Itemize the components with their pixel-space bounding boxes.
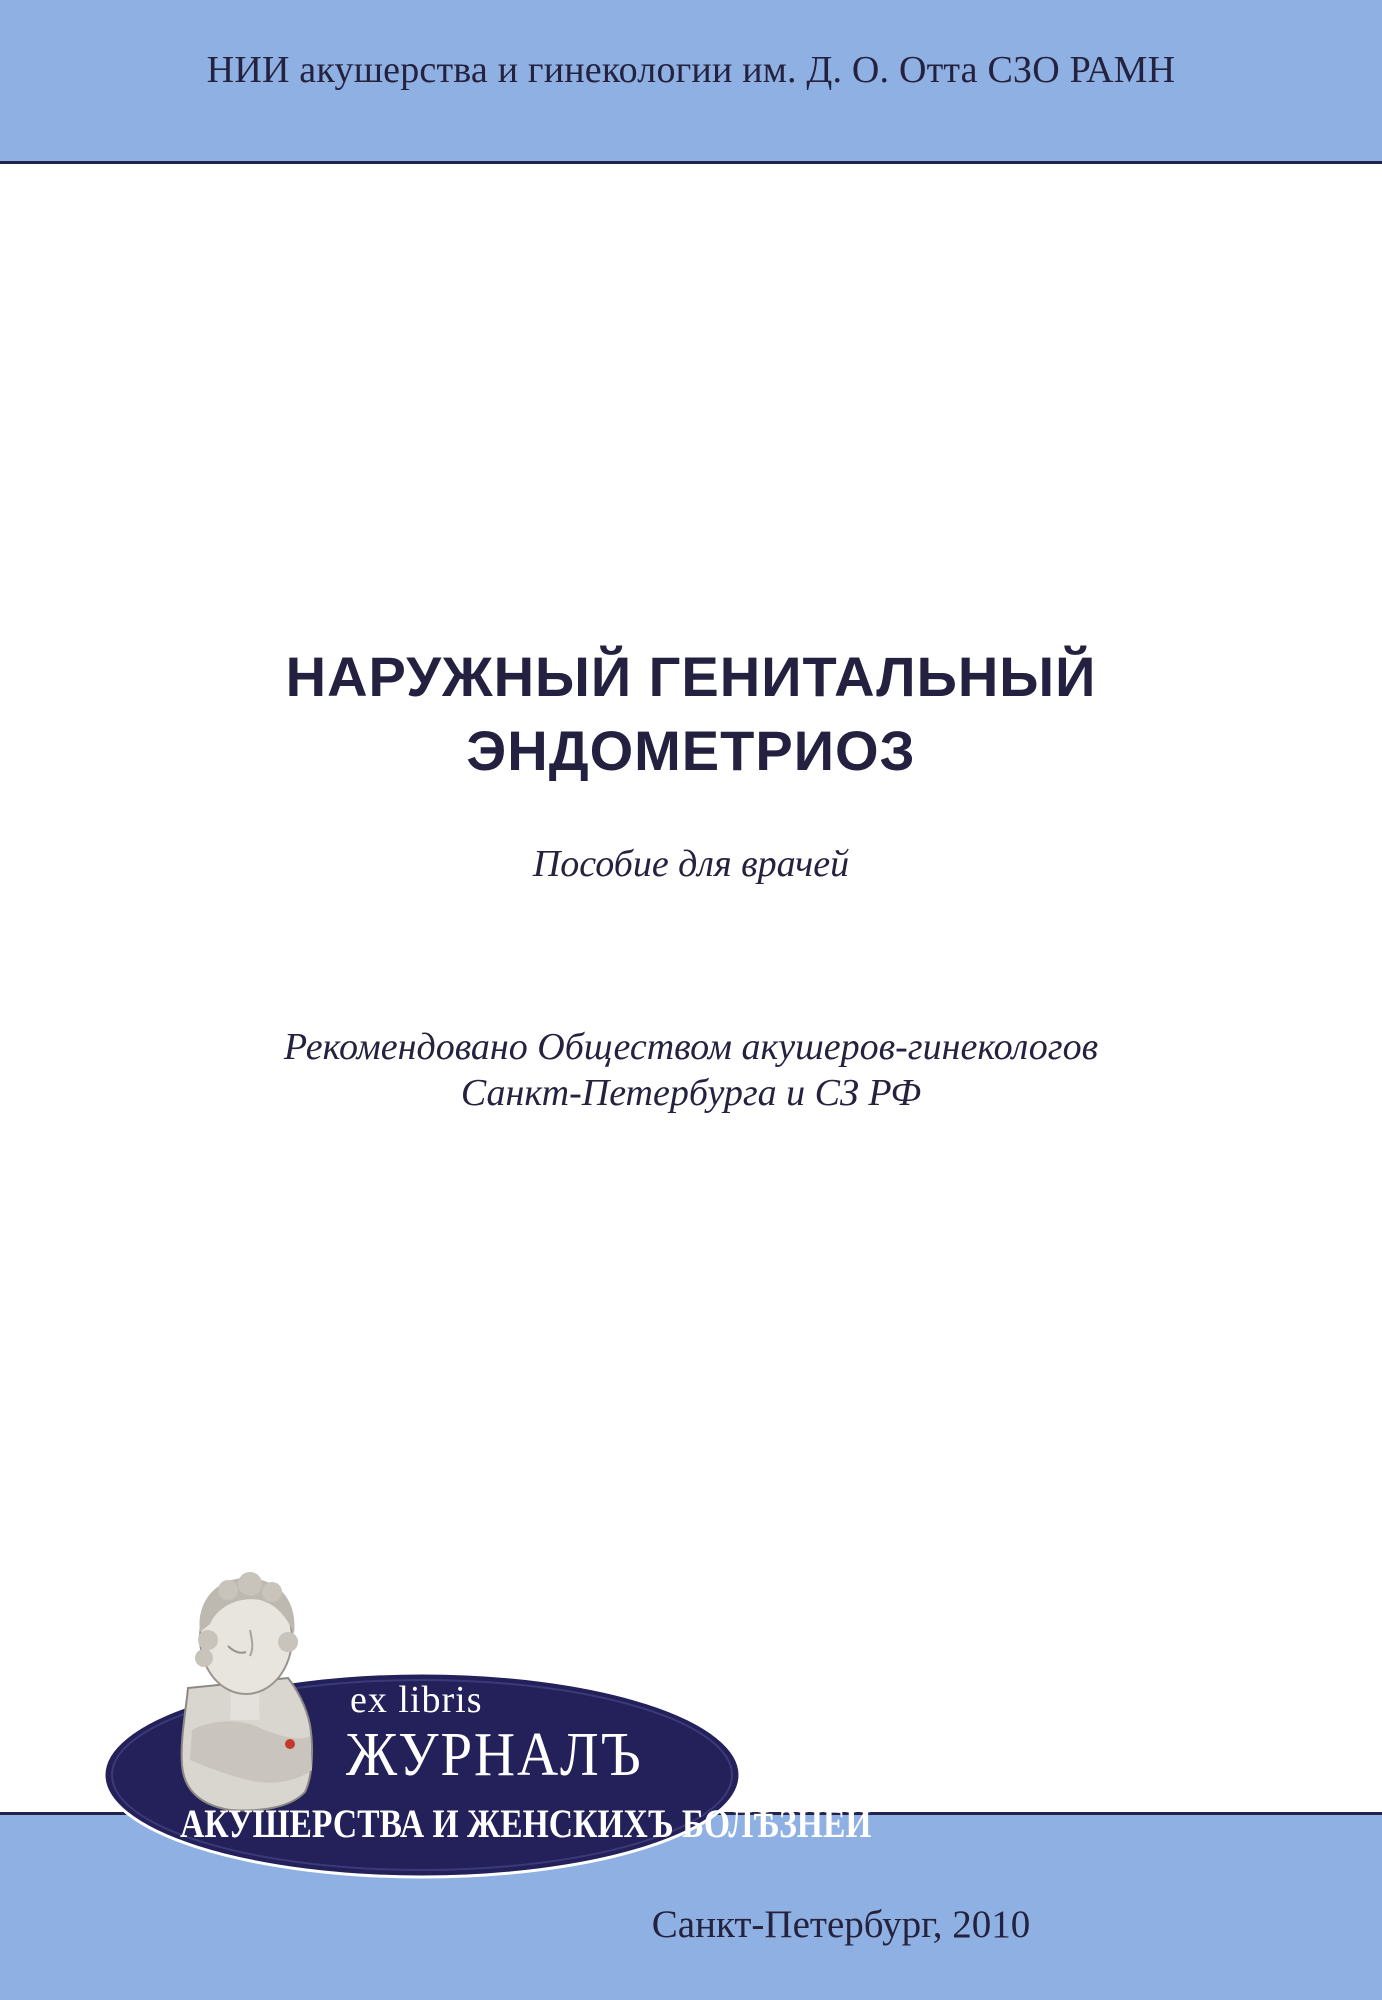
book-title-line-2: ЭНДОМЕТРИОЗ xyxy=(466,719,916,782)
recommendation-text xyxy=(0,1024,1382,1116)
bust-sculpture-icon xyxy=(182,1572,312,1810)
journal-subtitle: АКУШЕРСТВА И ЖЕНСКИХЪ БОЛѢЗНЕЙ xyxy=(180,1801,872,1846)
recommendation-line-2: Санкт-Петербурга и СЗ РФ xyxy=(460,1072,922,1114)
institution-name: НИИ акушерства и гинекологии им. Д. О. Отта СЗО РАМН xyxy=(206,49,1176,91)
book-title-line-1: НАРУЖНЫЙ ГЕНИТАЛЬНЫЙ xyxy=(285,645,1097,708)
book-subtitle: Пособие для врачей xyxy=(532,843,850,885)
book-title xyxy=(0,640,1382,788)
journal-name: ЖУРНАЛЪ xyxy=(346,1721,643,1789)
recommendation-line-1: Рекомендовано Обществом акушеров-гинекологов xyxy=(283,1026,1099,1068)
city-year: Санкт-Петербург, 2010 xyxy=(651,1903,1031,1946)
ex-libris-emblem xyxy=(100,1560,872,1880)
ex-libris-label: ex libris xyxy=(350,1679,483,1721)
